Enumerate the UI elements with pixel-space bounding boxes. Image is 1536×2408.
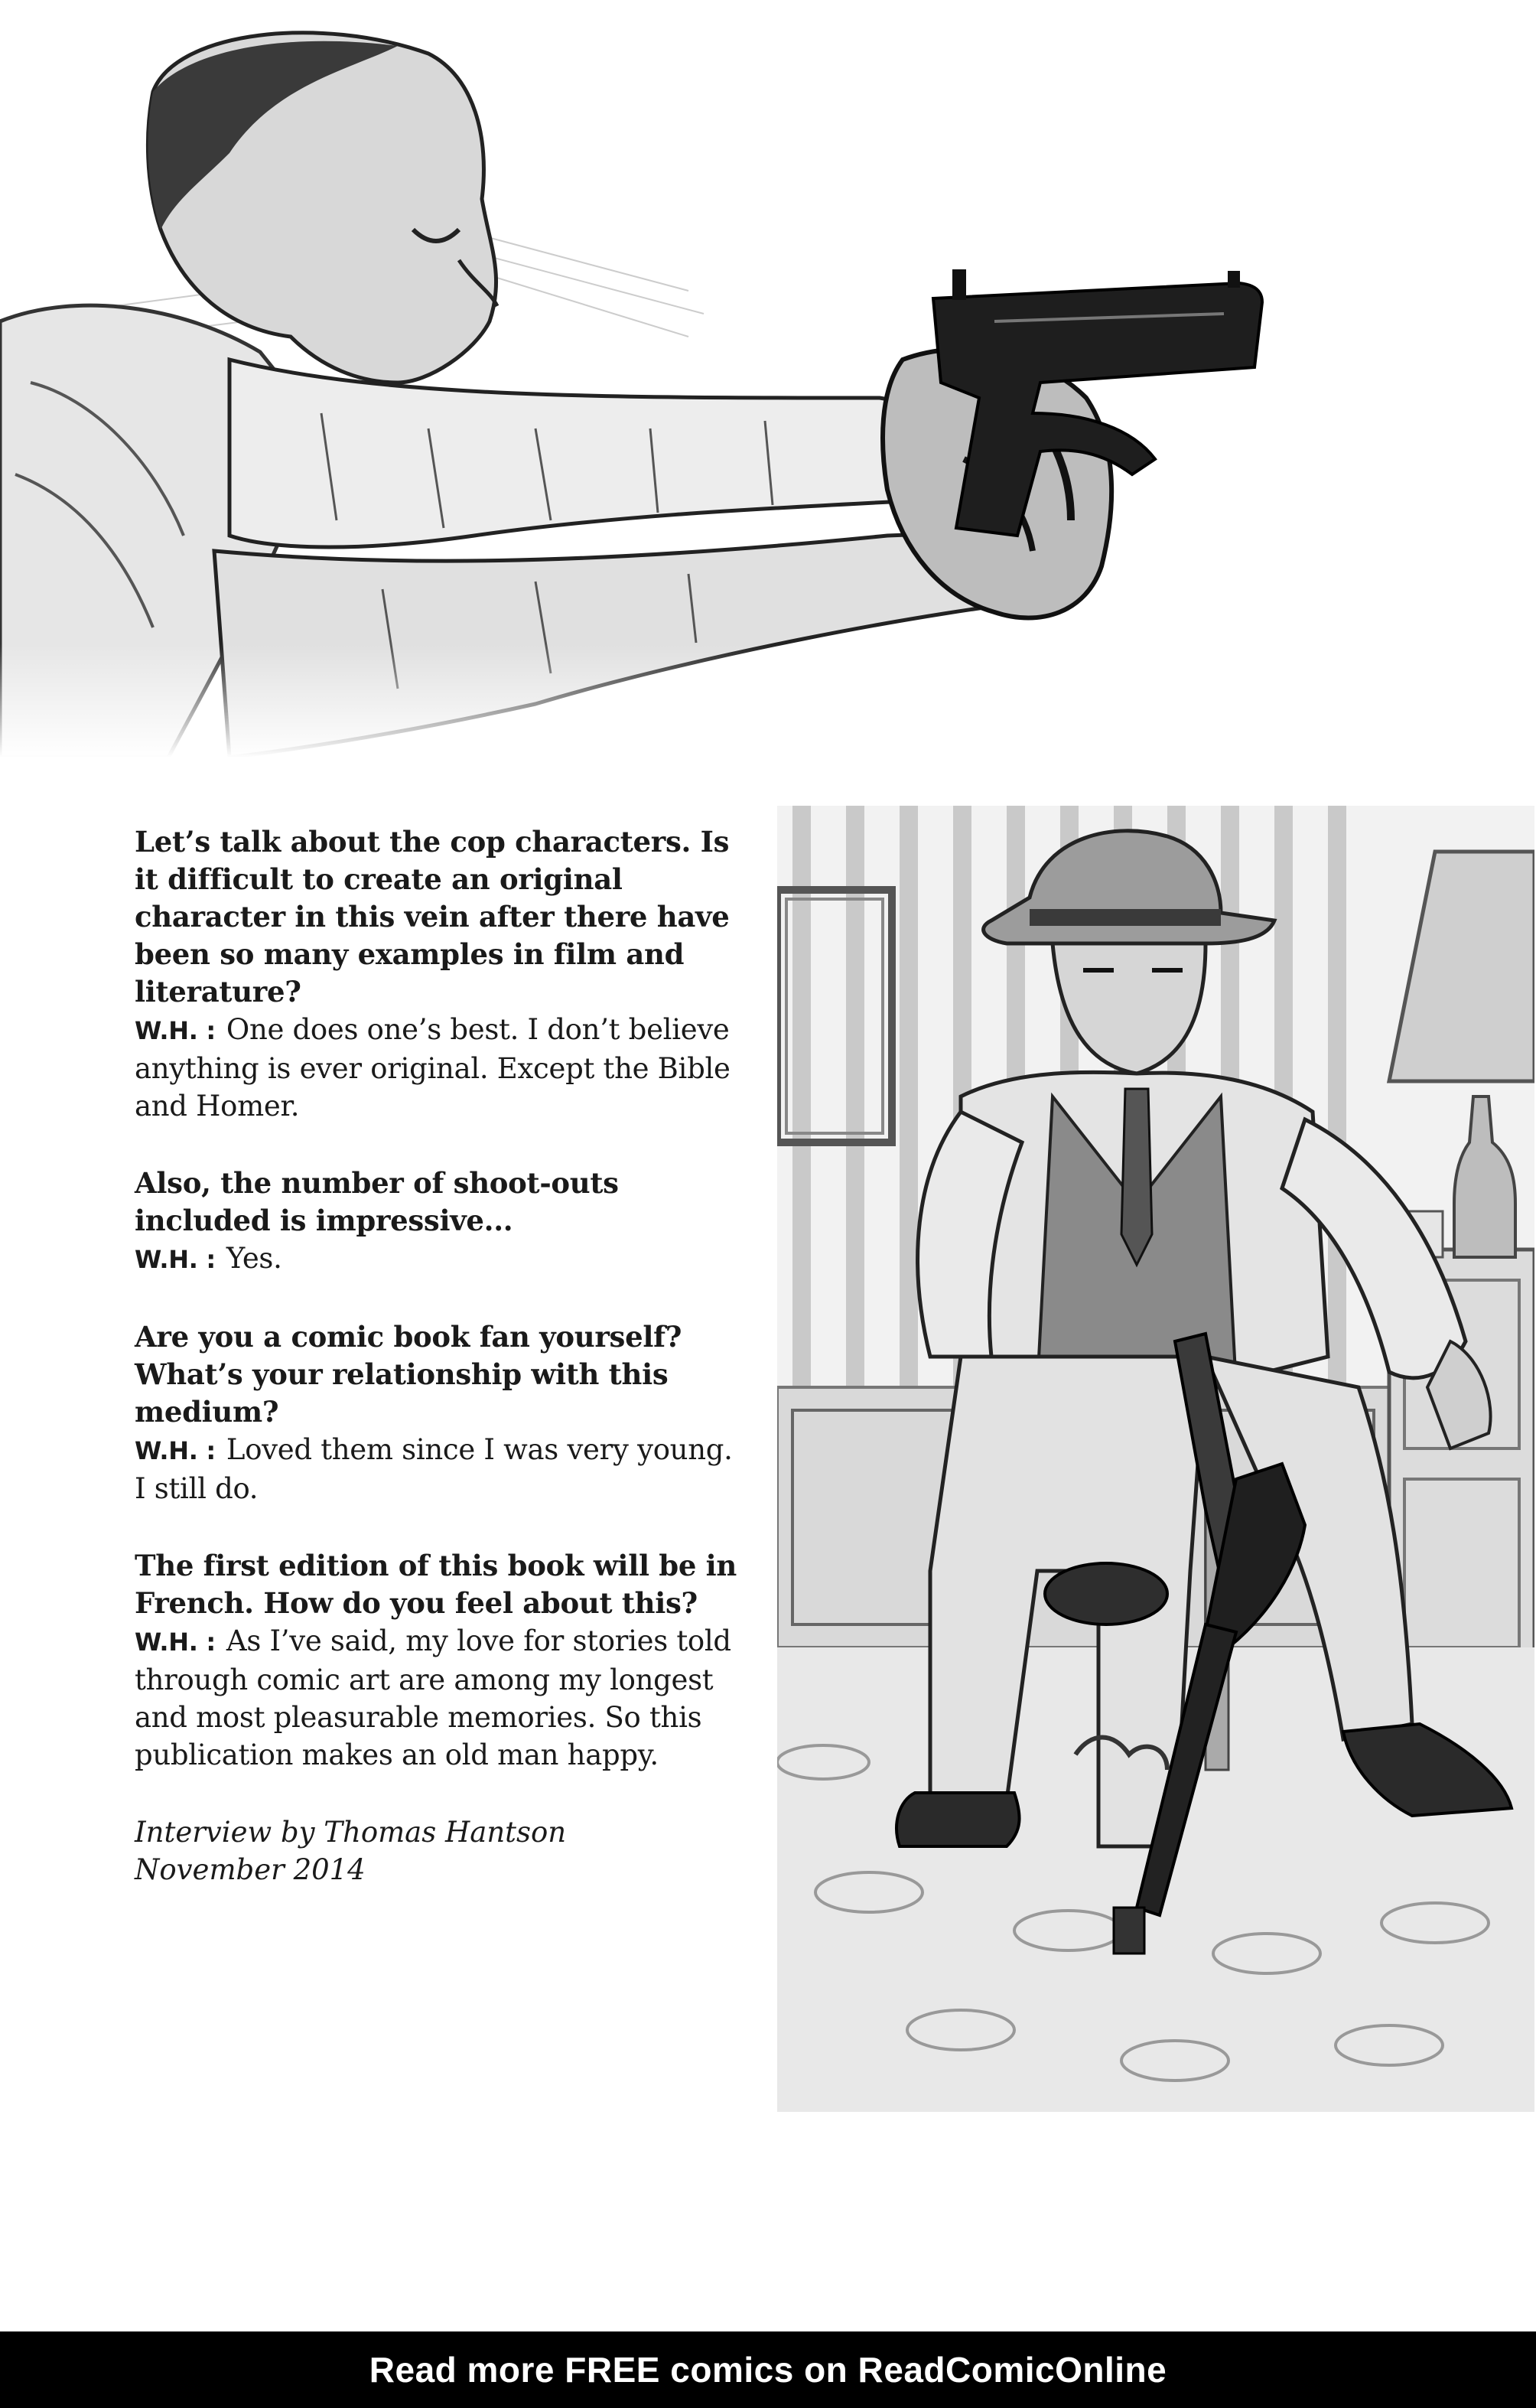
interview-answer: Loved them since I was very young. I still do. [135, 1433, 733, 1505]
pistol-sketch-illustration [0, 0, 1293, 758]
interview-question: Also, the number of shoot-outs included is impressive... [135, 1166, 619, 1237]
interview-answer-block [135, 1431, 747, 1507]
seated-gangster-illustration [777, 806, 1534, 2112]
interview-text-column [135, 823, 747, 1888]
credit-author: Interview by Thomas Hantson [135, 1816, 567, 1849]
interview-credit [135, 1813, 747, 1888]
interview-answer: Yes. [226, 1242, 282, 1275]
interview-answer: As I’ve said, my love for stories told through comic art are among my longest and most pleasurable memories. So this publication makes an old man happy. [135, 1624, 731, 1771]
speaker-label: W.H. : [135, 1016, 216, 1045]
interview-entry [135, 1547, 747, 1774]
speaker-label: W.H. : [135, 1245, 216, 1274]
interview-entry [135, 823, 747, 1125]
speaker-label: W.H. : [135, 1628, 216, 1657]
interview-answer: One does one’s best. I don’t believe anything is ever original. Except the Bible and Homer. [135, 1013, 731, 1123]
interview-answer-block [135, 1011, 747, 1125]
interview-question: Are you a comic book fan yourself? What’s your relationship with this medium? [135, 1320, 682, 1429]
interview-answer-block [135, 1240, 747, 1279]
interview-entry [135, 1318, 747, 1507]
interview-question: The first edition of this book will be in French. How do you feel about this? [135, 1549, 737, 1620]
credit-date: November 2014 [135, 1853, 366, 1886]
footer-text[interactable]: Read more FREE comics on ReadComicOnline [369, 2350, 1167, 2390]
speaker-label: W.H. : [135, 1436, 216, 1465]
interview-answer-block [135, 1622, 747, 1774]
interview-entry [135, 1165, 747, 1279]
footer-banner [0, 2331, 1536, 2408]
interview-question: Let’s talk about the cop characters. Is it difficult to create an original character in this vein after there have been so many examples in film and literature? [135, 825, 730, 1008]
